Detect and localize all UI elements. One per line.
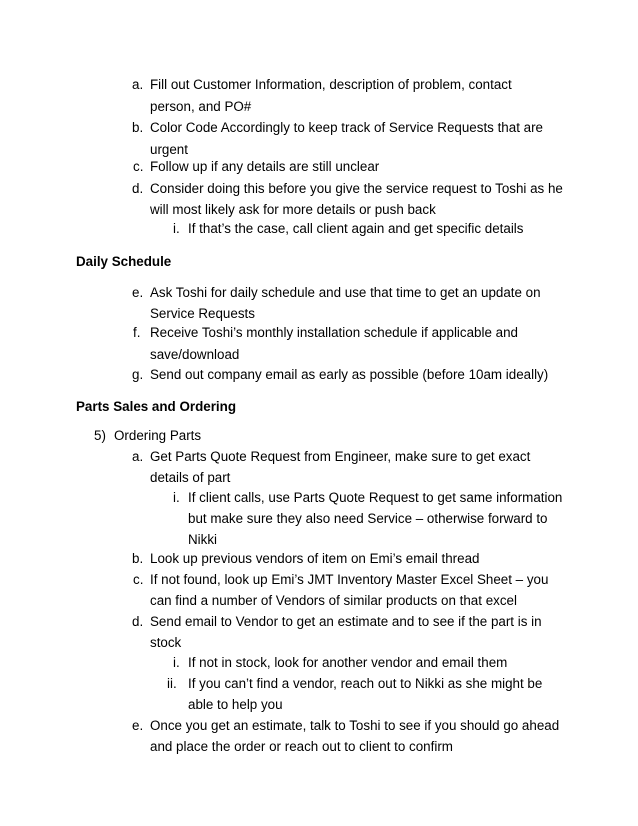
- list-marker: e.: [132, 285, 144, 300]
- list-item-text: save/download: [150, 347, 240, 362]
- list-item-text: Fill out Customer Information, description of problem, contact: [150, 77, 512, 92]
- list-marker: b.: [132, 551, 144, 566]
- section-heading-parts-sales: Parts Sales and Ordering: [76, 399, 237, 414]
- list-marker: i.: [173, 221, 180, 236]
- list-item-text: If you can’t find a vendor, reach out to Nikki as she might be: [188, 676, 543, 691]
- list-item-text: stock: [150, 635, 182, 650]
- list-marker: c.: [133, 572, 144, 587]
- list-marker: f.: [133, 325, 141, 340]
- list-marker: i.: [173, 490, 180, 505]
- list-marker: a.: [132, 77, 144, 92]
- list-item-text: details of part: [150, 470, 231, 485]
- list-item-text: Send email to Vendor to get an estimate and to see if the part is in: [150, 614, 542, 629]
- list-item-text: Follow up if any details are still unclear: [150, 159, 380, 174]
- list-item-text: Nikki: [188, 532, 218, 547]
- list-item-text: urgent: [150, 142, 188, 157]
- list-marker: g.: [132, 367, 144, 382]
- list-item-text: Send out company email as early as possible (before 10am ideally): [150, 367, 549, 382]
- list-item-text: Look up previous vendors of item on Emi’s email thread: [150, 551, 480, 566]
- list-item-text: Ask Toshi for daily schedule and use that time to get an update on: [150, 285, 541, 300]
- list-marker: e.: [132, 718, 144, 733]
- list-item-text: can find a number of Vendors of similar products on that excel: [150, 593, 517, 608]
- list-item-text: If not found, look up Emi’s JMT Inventory Master Excel Sheet – you: [150, 572, 549, 587]
- list-item-text: If that’s the case, call client again and get specific details: [188, 221, 524, 236]
- list-item-text: Consider doing this before you give the service request to Toshi as he: [150, 181, 563, 196]
- list-item-text: Once you get an estimate, talk to Toshi to see if you should go ahead: [150, 718, 560, 733]
- list-marker: i.: [173, 655, 180, 670]
- list-item-text: and place the order or reach out to client to confirm: [150, 739, 453, 754]
- list-marker: a.: [132, 449, 144, 464]
- list-marker: b.: [132, 120, 144, 135]
- section-heading-daily-schedule: Daily Schedule: [76, 254, 172, 269]
- list-item-text: Get Parts Quote Request from Engineer, make sure to get exact: [150, 449, 531, 464]
- list-marker: c.: [133, 159, 144, 174]
- list-marker: d.: [132, 181, 144, 196]
- list-item-text: Color Code Accordingly to keep track of Service Requests that are: [150, 120, 543, 135]
- list-marker: 5): [94, 428, 106, 443]
- list-item-text: able to help you: [188, 697, 283, 712]
- list-item-text: will most likely ask for more details or push back: [150, 202, 436, 217]
- list-item-text: Ordering Parts: [114, 428, 202, 443]
- list-item-text: person, and PO#: [150, 99, 252, 114]
- list-item-text: If not in stock, look for another vendor and email them: [188, 655, 508, 670]
- list-item-text: but make sure they also need Service – otherwise forward to: [188, 511, 548, 526]
- list-item-text: Receive Toshi’s monthly installation schedule if applicable and: [150, 325, 518, 340]
- list-marker: ii.: [167, 676, 177, 691]
- list-item-text: Service Requests: [150, 306, 255, 321]
- list-marker: d.: [132, 614, 144, 629]
- list-item-text: If client calls, use Parts Quote Request to get same information: [188, 490, 563, 505]
